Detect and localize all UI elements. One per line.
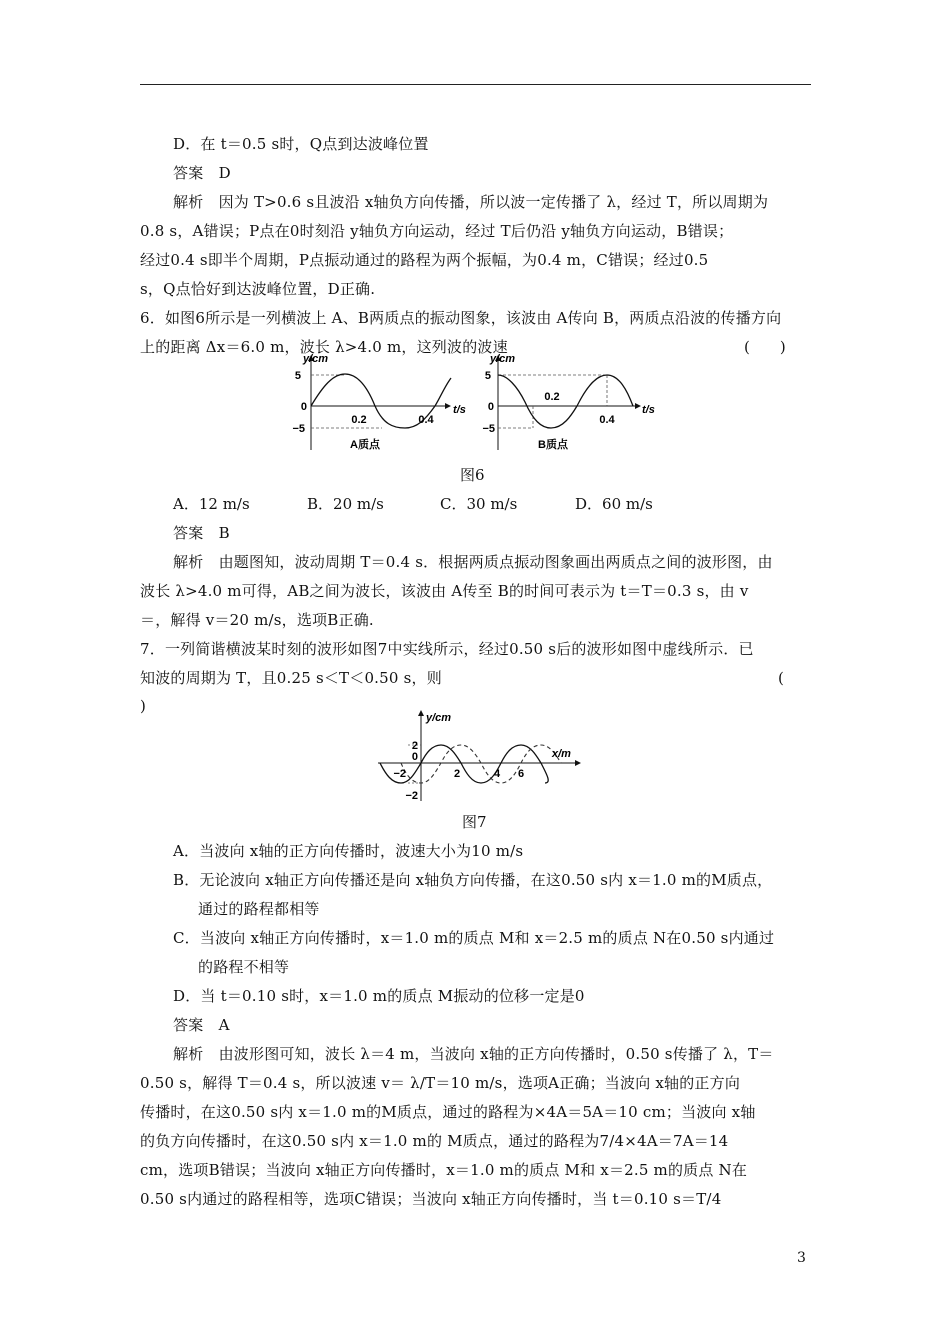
figure-7-tick-x4: 4 [493, 768, 501, 780]
q7-stem-line2: 知波的周期为 T，且0.25 s＜T＜0.50 s，则 [140, 669, 442, 687]
q6-option-c: C．30 m/s [440, 495, 518, 513]
graph-a-caption: A质点 [350, 439, 380, 451]
figure-7-tick-xneg2: −2 [393, 768, 406, 780]
q6-stem-line2: 上的距离 Δx＝6.0 m，波长 λ>4.0 m，这列波的波速 [140, 338, 508, 356]
q6-option-a: A．12 m/s [173, 495, 250, 513]
graph-b-tick-0.4: 0.4 [599, 414, 615, 426]
q7-option-d: D．当 t＝0.10 s时，x＝1.0 m的质点 M振动的位移一定是0 [173, 987, 585, 1005]
q6-option-b: B．20 m/s [307, 495, 384, 513]
figure-7 [340, 705, 610, 805]
graph-b-tick-5: 5 [484, 370, 491, 382]
q6-answer: 答案 B [173, 524, 230, 542]
figure-6 [285, 350, 675, 460]
graph-a-tick-5: 5 [294, 370, 301, 382]
q7-solution-line6: 0.50 s内通过的路程相等，选项C错误；当波向 x轴正方向传播时，当 t＝0.10 s＝T/4 [140, 1190, 722, 1208]
graph-a-y-label: y/cm [303, 353, 329, 365]
page-number: 3 [797, 1250, 806, 1266]
figure-7-tick-y0: 0 [411, 751, 418, 763]
q5-answer: 答案 D [173, 164, 231, 182]
graph-a-tick-0: 0 [300, 401, 307, 413]
figure-7-tick-x6: 6 [517, 768, 525, 780]
q7-option-c-line2: 的路程不相等 [198, 958, 290, 976]
figure-7-tick-yneg2: −2 [405, 790, 418, 802]
q7-solution-line3: 传播时，在这0.50 s内 x＝1.0 m的M质点，通过的路程为×4A＝5A＝10 cm；当波向 x轴 [140, 1103, 756, 1121]
header-rule [140, 84, 811, 85]
q6-solution-line3: ＝，解得 v＝20 m/s，选项B正确. [140, 611, 374, 629]
graph-a-tick-0.2: 0.2 [351, 414, 367, 426]
q7-solution-line4: 的负方向传播时，在这0.50 s内 x＝1.0 m的 M质点，通过的路程为7/4×4A＝7A＝14 [140, 1132, 729, 1150]
q6-option-d: D．60 m/s [575, 495, 653, 513]
graph-b-y-label: y/cm [490, 353, 516, 365]
figure-7-x-label: x/m [552, 748, 571, 760]
figure-7-y-label: y/cm [426, 712, 452, 724]
q7-option-a: A．当波向 x轴的正方向传播时，波速大小为10 m/s [173, 842, 524, 860]
figure-7-tick-y2: 2 [411, 740, 418, 752]
q5-solution-line4: s，Q点恰好到达波峰位置，D正确. [140, 280, 376, 298]
q6-answer-blank: ( ) [744, 338, 786, 356]
q7-option-b-line1: B．无论波向 x轴正方向传播还是向 x轴负方向传播，在这0.50 s内 x＝1.0 m的M质点， [173, 871, 773, 889]
q5-solution-line2: 0.8 s，A错误；P点在0时刻沿 y轴负方向运动，经过 T后仍沿 y轴负方向运动，B错误； [140, 222, 734, 240]
q5-option-d: D．在 t＝0.5 s时，Q点到达波峰位置 [173, 135, 429, 153]
q7-answer-blank-open: ( [778, 669, 784, 687]
graph-b-caption: B质点 [538, 439, 568, 451]
q7-option-c-line1: C．当波向 x轴正方向传播时，x＝1.0 m的质点 M和 x＝2.5 m的质点 N在0.50 s内通过 [173, 929, 775, 947]
graph-a-tick-0.4: 0.4 [418, 414, 434, 426]
q7-option-b-line2: 通过的路程都相等 [198, 900, 320, 918]
q5-solution-line1: 解析 因为 T>0.6 s且波沿 x轴负方向传播，所以波一定传播了 λ，经过 T，所以周期为 [173, 193, 769, 211]
graph-a-x-label: t/s [453, 404, 466, 416]
q6-solution-line2: 波长 λ>4.0 m可得，AB之间为波长，该波由 A传至 B的时间可表示为 t＝T＝0.3 s，由 v [140, 582, 749, 600]
graph-a-tick-neg5: −5 [292, 423, 305, 435]
graph-b-x-label: t/s [642, 404, 655, 416]
q7-answer: 答案 A [173, 1016, 230, 1034]
q7-stem-line1: 7．一列简谐横波某时刻的波形如图7中实线所示，经过0.50 s后的波形如图中虚线所示．已 [140, 640, 754, 658]
graph-b-tick-0.2: 0.2 [544, 391, 560, 403]
q7-solution-line1: 解析 由波形图可知，波长 λ＝4 m，当波向 x轴的正方向传播时，0.50 s传播了 λ，T＝ [173, 1045, 774, 1063]
q5-solution-line3: 经过0.4 s即半个周期，P点振动通过的路程为两个振幅，为0.4 m，C错误；经过0.5 [140, 251, 709, 269]
q6-stem-line1: 6．如图6所示是一列横波上 A、B两质点的振动图象，该波由 A传向 B，两质点沿波的传播方向 [140, 309, 782, 327]
q7-solution-line2: 0.50 s，解得 T＝0.4 s，所以波速 v＝ λ/T＝10 m/s，选项A正确；当波向 x轴的正方向 [140, 1074, 741, 1092]
q7-solution-line5: cm，选项B错误；当波向 x轴正方向传播时，x＝1.0 m的质点 M和 x＝2.5 m的质点 N在 [140, 1161, 748, 1179]
graph-b-vibration [482, 353, 654, 451]
figure-6-caption: 图6 [460, 466, 485, 484]
graph-b-tick-0: 0 [487, 401, 494, 413]
q7-answer-blank-close: ) [140, 697, 146, 715]
graph-a-vibration [292, 353, 465, 451]
figure-7-caption: 图7 [462, 813, 487, 831]
figure-7-tick-x2: 2 [453, 768, 461, 780]
q6-solution-line1: 解析 由题图知，波动周期 T＝0.4 s．根据两质点振动图象画出两质点之间的波形图，由 [173, 553, 773, 571]
graph-b-tick-neg5: −5 [482, 423, 495, 435]
